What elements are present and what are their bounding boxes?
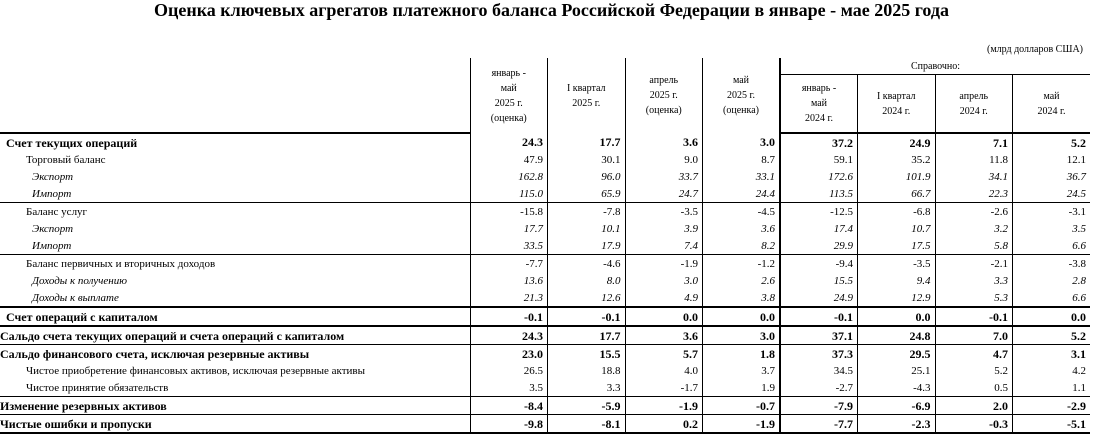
table-row (0, 415, 1090, 434)
table-row (0, 255, 1090, 273)
table-cell: 29.5 (858, 345, 936, 363)
table-cell: -7.7 (780, 415, 858, 434)
table-cell: 10.7 (858, 220, 936, 237)
table-cell: -1.9 (625, 255, 703, 273)
table-cell: 0.0 (625, 307, 703, 326)
table-cell: -4.5 (703, 203, 781, 221)
table-cell: 8.2 (703, 237, 781, 255)
table-cell: 8.0 (548, 272, 626, 289)
row-label: Доходы к получению (32, 274, 128, 287)
table-cell: 59.1 (780, 151, 858, 168)
table-cell: 3.3 (548, 379, 626, 397)
row-label: Счет текущих операций (6, 135, 138, 150)
table-cell: 115.0 (470, 185, 548, 203)
table-cell: 18.8 (548, 362, 626, 379)
table-cell: 6.6 (1013, 289, 1091, 307)
table-cell: -7.9 (780, 397, 858, 415)
table-cell: 172.6 (780, 168, 858, 185)
reference-header: Справочно: (780, 58, 1090, 75)
table-cell: 12.9 (858, 289, 936, 307)
table-cell: 3.7 (703, 362, 781, 379)
table-cell: -7.8 (548, 203, 626, 221)
row-label: Торговый баланс (26, 153, 106, 166)
column-header: май 2024 г. (1013, 75, 1091, 134)
table-cell: 17.5 (858, 237, 936, 255)
table-cell: -0.7 (703, 397, 781, 415)
table-cell: -3.5 (625, 203, 703, 221)
label-column-header (0, 58, 470, 133)
table-cell: 3.0 (703, 133, 781, 151)
table-cell: 3.1 (1013, 345, 1091, 363)
table-cell: 17.7 (548, 133, 626, 151)
table-cell: -6.8 (858, 203, 936, 221)
table-row (0, 289, 1090, 307)
table-cell: 3.6 (625, 326, 703, 345)
table-cell: -2.3 (858, 415, 936, 434)
table-cell: 23.0 (470, 345, 548, 363)
table-cell: 96.0 (548, 168, 626, 185)
table-cell: 7.0 (935, 326, 1013, 345)
table-cell: 12.1 (1013, 151, 1091, 168)
table-cell: 5.2 (935, 362, 1013, 379)
table-cell: 15.5 (548, 345, 626, 363)
table-cell: 47.9 (470, 151, 548, 168)
row-label: Сальдо финансового счета, исключая резервные активы (0, 345, 470, 363)
row-label: Баланс услуг (0, 203, 470, 221)
table-cell: 24.9 (780, 289, 858, 307)
table-cell: -9.4 (780, 255, 858, 273)
table-body (0, 133, 1090, 433)
table-cell: 8.7 (703, 151, 781, 168)
table-row (0, 307, 1090, 326)
table-cell: 17.9 (548, 237, 626, 255)
table-cell: 1.1 (1013, 379, 1091, 397)
table-cell: 7.1 (935, 133, 1013, 151)
table-row (0, 345, 1090, 363)
table-cell: 17.4 (780, 220, 858, 237)
table-cell: 0.5 (935, 379, 1013, 397)
table-cell: -1.9 (625, 397, 703, 415)
table-cell: 25.1 (858, 362, 936, 379)
table-cell: 6.6 (1013, 237, 1091, 255)
column-header: январь - май 2024 г. (780, 75, 858, 134)
table-cell: 0.2 (625, 415, 703, 434)
table-row (0, 237, 1090, 255)
table-row (0, 133, 1090, 151)
column-header: апрель 2025 г. (оценка) (625, 58, 703, 133)
table-cell: 11.8 (935, 151, 1013, 168)
table-row (0, 362, 1090, 379)
row-label: Счет операций с капиталом (0, 307, 470, 326)
row-label: Доходы к выплате (32, 291, 119, 304)
table-cell: 17.7 (548, 326, 626, 345)
table-cell: 3.5 (1013, 220, 1091, 237)
table-cell: 9.4 (858, 272, 936, 289)
row-label: Экспорт (32, 222, 74, 235)
table-cell: 0.0 (858, 307, 936, 326)
table-cell: 37.1 (780, 326, 858, 345)
table-cell: 24.5 (1013, 185, 1091, 203)
table-cell: 2.0 (935, 397, 1013, 415)
table-cell: 24.8 (858, 326, 936, 345)
table-cell: 0.0 (703, 307, 781, 326)
table-cell: -0.1 (470, 307, 548, 326)
column-header: I квартал 2024 г. (858, 75, 936, 134)
table-cell: 162.8 (470, 168, 548, 185)
table-cell: 33.7 (625, 168, 703, 185)
table-cell: 15.5 (780, 272, 858, 289)
table-row (0, 272, 1090, 289)
table-cell: 3.6 (703, 220, 781, 237)
table-cell: 33.5 (470, 237, 548, 255)
table-cell: 2.8 (1013, 272, 1091, 289)
table-row (0, 168, 1090, 185)
table-row (0, 185, 1090, 203)
table-cell: -8.4 (470, 397, 548, 415)
table-cell: 24.7 (625, 185, 703, 203)
table-row (0, 379, 1090, 397)
table-cell: 4.2 (1013, 362, 1091, 379)
table-cell: 10.1 (548, 220, 626, 237)
table-cell: -1.2 (703, 255, 781, 273)
table-cell: 113.5 (780, 185, 858, 203)
table-cell: 17.7 (470, 220, 548, 237)
table-cell: -8.1 (548, 415, 626, 434)
table-cell: 24.9 (858, 133, 936, 151)
table-cell: 3.9 (625, 220, 703, 237)
column-header: I квартал 2025 г. (548, 58, 626, 133)
table-cell: 34.1 (935, 168, 1013, 185)
table-cell: -0.1 (935, 307, 1013, 326)
table-cell: -12.5 (780, 203, 858, 221)
table-row (0, 203, 1090, 221)
table-cell: 5.7 (625, 345, 703, 363)
table-cell: 3.2 (935, 220, 1013, 237)
column-header: апрель 2024 г. (935, 75, 1013, 134)
table-cell: -2.9 (1013, 397, 1091, 415)
table-cell: 65.9 (548, 185, 626, 203)
table-cell: 24.4 (703, 185, 781, 203)
units-note: (млрд долларов США) (986, 44, 1083, 55)
table-cell: -5.1 (1013, 415, 1091, 434)
table-cell: -2.7 (780, 379, 858, 397)
table-cell: 29.9 (780, 237, 858, 255)
table-cell: -1.9 (703, 415, 781, 434)
table-cell: -5.9 (548, 397, 626, 415)
table-cell: 101.9 (858, 168, 936, 185)
column-header: январь - май 2025 г. (оценка) (470, 58, 548, 133)
table-cell: 3.3 (935, 272, 1013, 289)
table-cell: 12.6 (548, 289, 626, 307)
table-cell: 34.5 (780, 362, 858, 379)
table-row (0, 397, 1090, 415)
table-cell: 5.2 (1013, 326, 1091, 345)
table-cell: -4.6 (548, 255, 626, 273)
table-cell: -1.7 (625, 379, 703, 397)
table-cell: 4.0 (625, 362, 703, 379)
table-cell: 4.7 (935, 345, 1013, 363)
table-cell: -3.1 (1013, 203, 1091, 221)
table-cell: 5.3 (935, 289, 1013, 307)
table-cell: 13.6 (470, 272, 548, 289)
table-cell: -0.1 (780, 307, 858, 326)
page-title: Оценка ключевых агрегатов платежного баланса Российской Федерации в январе - мае 2025 года (153, 0, 950, 20)
row-label: Экспорт (32, 170, 74, 183)
table-cell: 21.3 (470, 289, 548, 307)
table-cell: 35.2 (858, 151, 936, 168)
table-cell: 30.1 (548, 151, 626, 168)
table-cell: 3.0 (703, 326, 781, 345)
row-label: Чистое приобретение финансовых активов, исключая резервные активы (26, 364, 366, 377)
table-cell: -3.5 (858, 255, 936, 273)
table-cell: 0.0 (1013, 307, 1091, 326)
table-cell: -2.1 (935, 255, 1013, 273)
table-cell: -3.8 (1013, 255, 1091, 273)
row-label: Баланс первичных и вторичных доходов (0, 255, 470, 273)
table-cell: 37.2 (780, 133, 858, 151)
balance-table (0, 58, 1090, 434)
table-cell: -6.9 (858, 397, 936, 415)
table-cell: -2.6 (935, 203, 1013, 221)
table-cell: 4.9 (625, 289, 703, 307)
row-label: Чистое принятие обязательств (26, 381, 169, 394)
table-cell: 3.0 (625, 272, 703, 289)
table-cell: -0.1 (548, 307, 626, 326)
table-row (0, 220, 1090, 237)
table-cell: 3.6 (625, 133, 703, 151)
table-cell: 9.0 (625, 151, 703, 168)
row-label: Сальдо счета текущих операций и счета операций с капиталом (0, 326, 470, 345)
table-cell: -0.3 (935, 415, 1013, 434)
row-label: Изменение резервных активов (0, 397, 470, 415)
table-cell: 24.3 (470, 133, 548, 151)
table-cell: 5.8 (935, 237, 1013, 255)
table-row (0, 326, 1090, 345)
table-cell: 26.5 (470, 362, 548, 379)
table-cell: -7.7 (470, 255, 548, 273)
table-cell: -15.8 (470, 203, 548, 221)
table-cell: 1.9 (703, 379, 781, 397)
table-cell: -9.8 (470, 415, 548, 434)
column-header: май 2025 г. (оценка) (703, 58, 781, 133)
table-cell: 36.7 (1013, 168, 1091, 185)
row-label: Чистые ошибки и пропуски (0, 415, 470, 434)
table-row (0, 151, 1090, 168)
table-cell: -4.3 (858, 379, 936, 397)
table-cell: 66.7 (858, 185, 936, 203)
table-cell: 2.6 (703, 272, 781, 289)
table-cell: 22.3 (935, 185, 1013, 203)
table-cell: 24.3 (470, 326, 548, 345)
table-cell: 37.3 (780, 345, 858, 363)
table-cell: 3.5 (470, 379, 548, 397)
table-cell: 3.8 (703, 289, 781, 307)
table-cell: 7.4 (625, 237, 703, 255)
table-cell: 33.1 (703, 168, 781, 185)
table-cell: 1.8 (703, 345, 781, 363)
row-label: Импорт (32, 239, 72, 252)
table-cell: 5.2 (1013, 133, 1091, 151)
row-label: Импорт (32, 187, 72, 200)
